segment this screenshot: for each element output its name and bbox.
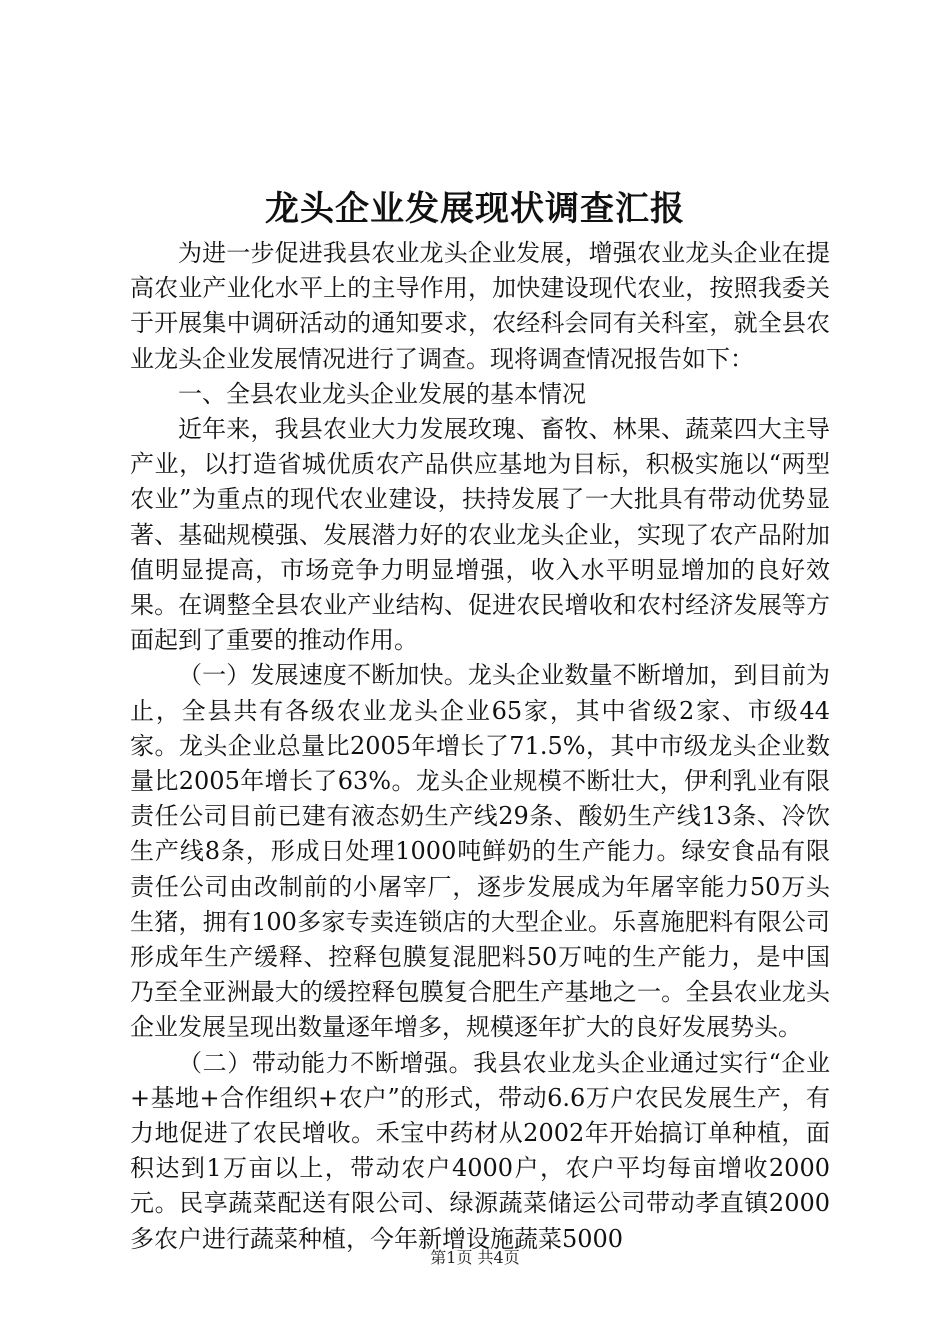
document-body (130, 236, 830, 1257)
subsection-paragraph-1: （一）发展速度不断加快。龙头企业数量不断增加，到目前为止，全县共有各级农业龙头企业65家，其中省级2家、市级44家。龙头企业总量比2005年增长了71.5%，其中市级龙头企业数量比2005年增长了63%。龙头企业规模不断壮大，伊利乳业有限责任公司目前已建有液态奶生产线29条、酸奶生产线13条、冷饮生产线8条，形成日处理1000吨鲜奶的生产能力。绿安食品有限责任公司由改制前的小屠宰厂，逐步发展成为年屠宰能力50万头生猪，拥有100多家专卖连锁店的大型企业。乐喜施肥料有限公司形成年生产缓释、控释包膜复混肥料50万吨的生产能力，是中国乃至全亚洲最大的缓控释包膜复合肥生产基地之一。全县农业龙头企业发展呈现出数量逐年增多，规模逐年扩大的良好发展势头。 (130, 661, 830, 1042)
section-heading: 一、全县农业龙头企业发展的基本情况 (178, 379, 586, 408)
document-title: 龙头企业发展现状调查汇报 (265, 189, 685, 229)
overview-paragraph: 近年来，我县农业大力发展玫瑰、畜牧、林果、蔬菜四大主导产业，以打造省城优质农产品供应基地为目标，积极实施以“两型农业”为重点的现代农业建设，扶持发展了一大批具有带动优势显著、基础规模强、发展潜力好的农业龙头企业，实现了农产品附加值明显提高，市场竞争力明显增强，收入水平明显增加的良好效果。在调整全县农业产业结构、促进农民增收和农村经济发展等方面起到了重要的推动作用。 (130, 415, 830, 655)
intro-paragraph: 为进一步促进我县农业龙头企业发展，增强农业龙头企业在提高农业产业化水平上的主导作用，加快建设现代农业，按照我委关于开展集中调研活动的通知要求，农经科会同有关科室，就全县农业龙头企业发展情况进行了调查。现将调查情况报告如下： (130, 239, 830, 373)
subsection-paragraph-2: （二）带动能力不断增强。我县农业龙头企业通过实行“企业+基地+合作组织+农户”的形式，带动6.6万户农民发展生产，有力地促进了农民增收。禾宝中药材从2002年开始搞订单种植，面积达到1万亩以上，带动农户4000户，农户平均每亩增收2000元。民享蔬菜配送有限公司、绿源蔬菜储运公司带动孝直镇2000多农户进行蔬菜种植，今年新增设施蔬菜5000 (130, 1048, 830, 1253)
page-number-footer: 第1页 共4页 (430, 1248, 520, 1267)
